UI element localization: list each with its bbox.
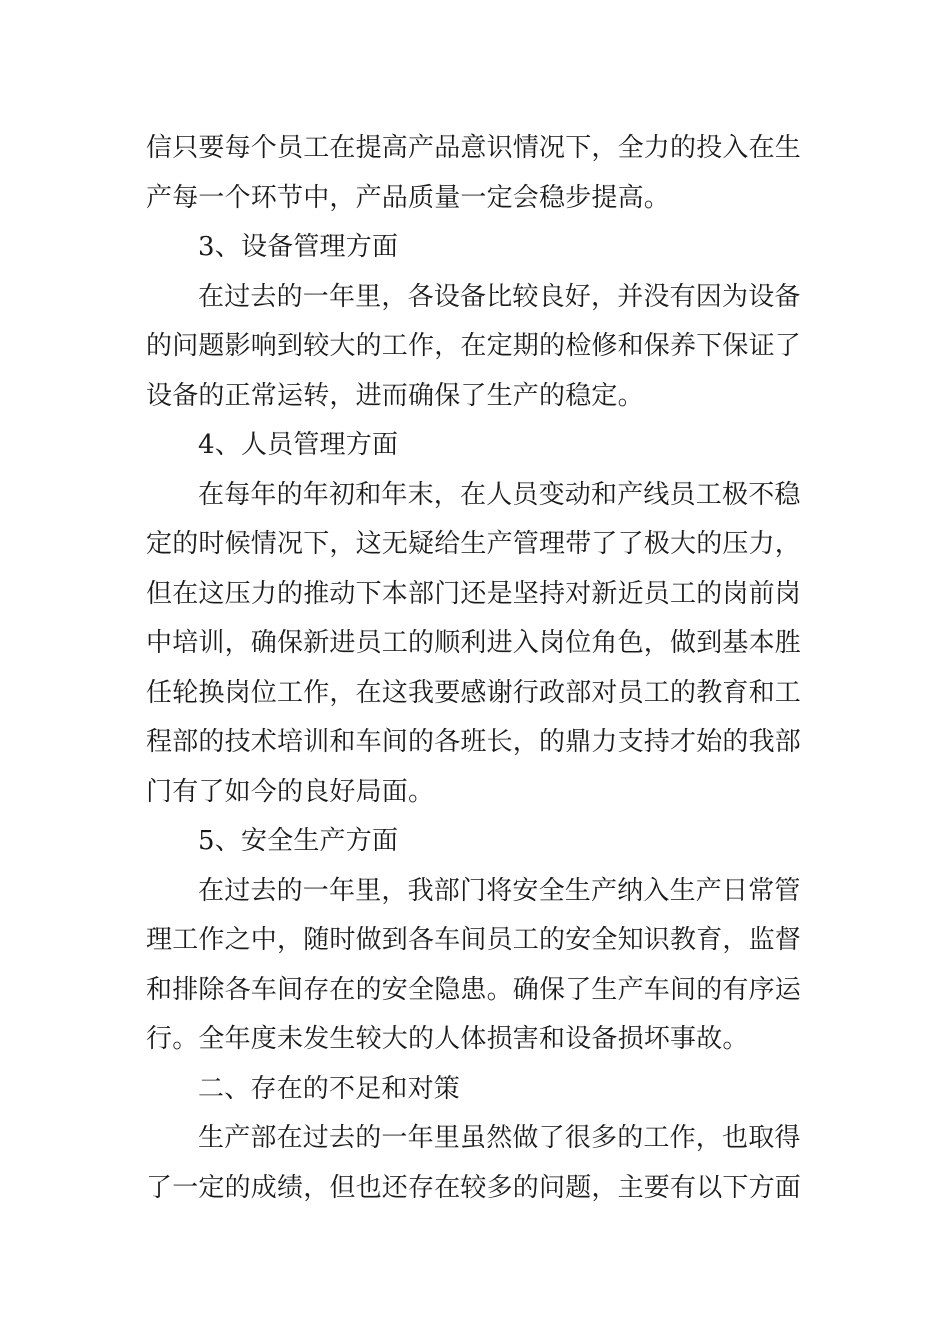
text-line: 但在这压力的推动下本部门还是坚持对新近员工的岗前岗 xyxy=(146,578,802,609)
text-line: 信只要每个员工在提高产品意识情况下，全力的投入在生 xyxy=(146,133,802,163)
body-text xyxy=(146,124,811,1213)
text-line: 了一定的成绩，但也还存在较多的问题，主要有以下方面 xyxy=(146,1172,802,1203)
text-line: 设备的正常运转，进而确保了生产的稳定。 xyxy=(146,380,644,411)
section-heading: 二、存在的不足和对策 xyxy=(198,1073,461,1104)
section-heading: 4、人员管理方面 xyxy=(198,430,399,460)
section-heading: 3、设备管理方面 xyxy=(198,232,399,262)
text-line: 行。全年度未发生较大的人体损害和设备损坏事故。 xyxy=(146,1024,749,1054)
text-line: 任轮换岗位工作，在这我要感谢行政部对员工的教育和工 xyxy=(146,677,802,708)
text-line: 门有了如今的良好局面。 xyxy=(146,776,435,807)
text-line: 和排除各车间存在的安全隐患。确保了生产车间的有序运 xyxy=(146,974,802,1005)
section-heading: 5、安全生产方面 xyxy=(198,826,399,856)
text-line: 在过去的一年里，各设备比较良好，并没有因为设备 xyxy=(198,281,801,312)
text-line: 中培训，确保新进员工的顺利进入岗位角色，做到基本胜 xyxy=(146,628,802,658)
text-line: 理工作之中，随时做到各车间员工的安全知识教育，监督 xyxy=(146,925,802,955)
text-line: 程部的技术培训和车间的各班长，的鼎力支持才始的我部 xyxy=(146,727,802,757)
text-line: 的问题影响到较大的工作，在定期的检修和保养下保证了 xyxy=(146,331,802,361)
text-line: 在过去的一年里，我部门将安全生产纳入生产日常管 xyxy=(198,875,801,906)
text-line: 生产部在过去的一年里虽然做了很多的工作，也取得 xyxy=(198,1123,801,1153)
text-line: 在每年的年初和年末，在人员变动和产线员工极不稳 xyxy=(198,479,801,510)
text-line: 定的时候情况下，这无疑给生产管理带了了极大的压力， xyxy=(146,529,802,559)
text-line: 产每一个环节中，产品质量一定会稳步提高。 xyxy=(146,182,671,213)
